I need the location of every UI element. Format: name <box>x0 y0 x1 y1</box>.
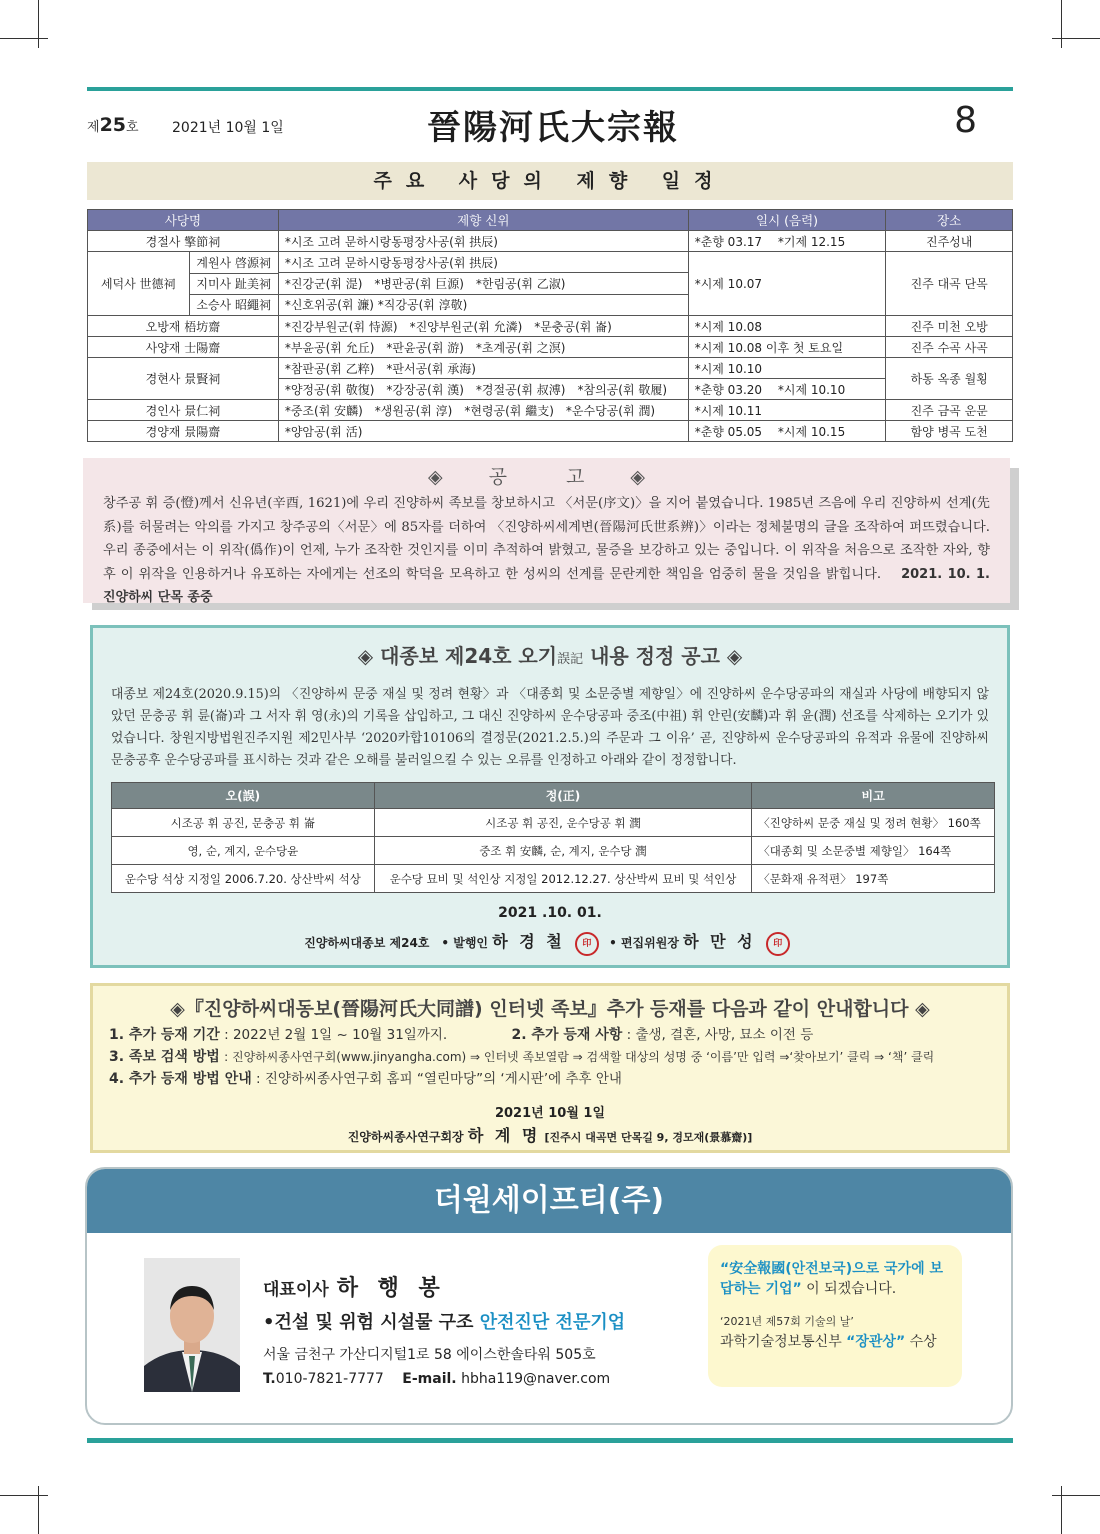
schedule-title: 주요 사당의 제향 일정 <box>87 162 1013 200</box>
enshrined: *신호위공(휘 濂) *직강공(휘 淳敬) <box>278 294 688 315</box>
crop-mark <box>1052 1495 1100 1496</box>
place: 진주 금곡 운문 <box>886 400 1013 421</box>
correction-table <box>111 782 995 893</box>
shrine-name: 세덕사 世德祠 <box>88 252 189 315</box>
enshrined: *시조 고려 문하시랑동평장사공(휘 拱辰) <box>278 231 688 252</box>
table-row <box>88 231 1013 252</box>
column-header: 정(正) <box>374 783 752 809</box>
place: 진주 대곡 단목 <box>886 252 1013 316</box>
column-header: 오(誤) <box>112 783 375 809</box>
sub-shrine-name: 계원사 啓源祠 <box>189 252 278 273</box>
bottom-rule <box>87 1438 1013 1443</box>
publisher-line: 진양하씨대종보 제24호 • 발행인 하 경 철 印 • 편집위원장 하 만 성 印 <box>111 929 989 956</box>
sub-shrine-name: 소승사 昭繩祠 <box>196 298 271 313</box>
ceo-info <box>263 1271 625 1388</box>
genealogy-title: ◈『진양하씨대동보(晉陽河氏大同譜) 인터넷 족보』추가 등재를 다음과 같이 안내합니다 ◈ <box>170 998 930 1020</box>
wrong-cell: 운수당 석상 지정일 2006.7.20. 상산박씨 석상 <box>112 865 375 893</box>
ritual-date: *춘향 03.17 *기제 12.15 <box>688 231 886 252</box>
notice-line: 3. 족보 검색 방법 : 진양하씨종사연구회(www.jinyangha.com) ⇒ 인터넷 족보열람 ⇒ 검색할 대상의 성명 중 ‘이름’만 입력 ⇒‘찾아보기’ 클릭 ⇒ ‘책’ 클릭 <box>109 1049 935 1065</box>
ceo-photo <box>144 1258 240 1392</box>
place: 함양 병곡 도천 <box>886 421 1013 442</box>
ritual-date: *춘향 03.20 *시제 10.10 <box>688 379 886 400</box>
chair-name: 하 계 명 <box>467 1126 541 1145</box>
crop-mark <box>1061 1486 1062 1534</box>
title-hanja: 誤記 <box>557 652 584 667</box>
crop-mark <box>38 0 39 48</box>
paper-name: 晉陽河氏大宗報 <box>427 108 679 148</box>
notice-body <box>103 492 1008 610</box>
enshrined: *부윤공(휘 允丘) *판윤공(휘 游) *초계공(휘 之溟) <box>278 337 688 358</box>
company-ad <box>85 1167 1013 1425</box>
ceo-name: 하 행 봉 <box>336 1276 446 1301</box>
table-header-row <box>112 783 995 809</box>
table-row <box>112 809 995 837</box>
correction-body: 대종보 제24호(2020.9.15)의 〈진양하씨 문중 재실 및 정려 현황〉과 〈대종회 및 소문중별 제향일〉에 진양하씨 운수당공파의 재실과 사당에 배향되지 않았던 문충공 휘 륜(崙)과 그 서자 휘 영(永)의 기록을 삽입하고, 그 대신 진양하씨 운수당공파 중조(中祖) 휘 안린(安麟)과 휘 윤(潤) 선조를 삭제하는 오기가 있었습니다. 창원지방법원진주지원 제2민사부 ‘2020카합10106의 결정문(2021.2.5.)의 주문과 그 이유’ 곧, 진양하씨 운수당공파의 유적과 유물에 진양하씨 문충공후 운수당공파를 표시하는 것과 같은 오해를 불러일으킬 수 있는 오류를 인정하고 아래와 같이 정정합니다. <box>111 687 989 768</box>
seal-stamp: 印 <box>575 932 599 956</box>
note-cell: 〈문화재 유적편〉 197쪽 <box>752 865 995 893</box>
ritual-date: *시제 10.08 <box>688 316 886 337</box>
sub-shrine-name: 지미사 趾美祠 <box>189 273 278 294</box>
column-header: 사당명 <box>88 210 279 231</box>
shrine-name: 경양재 景陽齋 <box>88 421 279 442</box>
place: 하동 옥종 월횡 <box>886 358 1013 400</box>
column-header: 장소 <box>886 210 1013 231</box>
wrong-cell: 시조공 휘 공진, 문충공 휘 崙 <box>112 809 375 837</box>
editor-name: 하 만 성 <box>683 932 756 951</box>
enshrined: *중조(휘 安麟) *생원공(휘 淳) *현령공(휘 繼支) *운수당공(휘 潤) <box>278 400 688 421</box>
note-cell: 〈대종회 및 소문중별 제향일〉 164쪽 <box>752 837 995 865</box>
place: 진주 미천 오방 <box>886 316 1013 337</box>
table-row <box>88 316 1013 337</box>
shrine-name: 오방재 梧坊齋 <box>88 316 279 337</box>
notice-title: ◈ 공 고 ◈ <box>427 466 665 488</box>
enshrined: *시조 고려 문하시랑동평장사공(휘 拱辰) <box>278 252 688 273</box>
schedule-table <box>87 209 1013 442</box>
right-cell: 운수당 묘비 및 석인상 지정일 2012.12.27. 상산박씨 묘비 및 석인상 <box>374 865 752 893</box>
shrine-group <box>88 252 279 316</box>
column-header: 일시 (음력) <box>688 210 886 231</box>
enshrined: *진강부원군(휘 恃源) *진양부원군(휘 允潾) *문충공(휘 崙) <box>278 316 688 337</box>
enshrined: *양암공(휘 活) <box>278 421 688 442</box>
column-header: 비고 <box>752 783 995 809</box>
shrine-name: 사양재 士陽齋 <box>88 337 279 358</box>
table-row <box>88 400 1013 421</box>
ritual-date: *시제 10.07 <box>688 252 886 316</box>
notice-text: 창주공 휘 증(憕)께서 신유년(辛酉, 1621)에 우리 진양하씨 족보를 창보하시고 〈서문(序文)〉을 지어 붙였습니다. 1985년 즈음에 우리 진양하씨 선계(先系)를 허물려는 악의를 가지고 창주공의〈서문〉에 85자를 더하여 〈진양하씨세계변(晉陽河氏世系辨)〉이라는 정체불명의 글을 조작하여 퍼뜨렸습니다. 우리 종중에서는 이 위작(僞作)이 언제, 누가 조작한 것인지를 이미 추적하여 밝혔고, 물증을 보강하고 있는 중입니다. 이 위작을 처음으로 조작한 자와, 향후 이 위작을 인용하거나 유포하는 자에게는 선조의 학덕을 모욕하고 한 성씨의 선계를 문란케한 책임을 엄중히 물을 것임을 밝힙니다. <box>103 496 990 582</box>
note-cell: 〈진양하씨 문중 재실 및 정려 현황〉 160쪽 <box>752 809 995 837</box>
business-line: •건설 및 위험 시설물 구조 안전진단 전문기업 <box>263 1312 626 1333</box>
shrine-name: 경절사 擎節祠 <box>88 231 279 252</box>
correction-notice <box>90 625 1010 968</box>
enshrined: *참판공(휘 乙粹) *판서공(휘 承海) <box>278 358 688 379</box>
column-header: 제향 신위 <box>278 210 688 231</box>
notice-signature: 2021. 10. 1. 진양하씨 단목 종중 <box>103 566 1008 605</box>
publisher-name: 하 경 철 <box>492 932 565 951</box>
crop-mark <box>1061 0 1062 48</box>
award-line: 과학기술정보통신부 “장관상” 수상 <box>720 1334 937 1350</box>
page-number: 8 <box>954 100 977 141</box>
contact-line: T.010-7821-7777 E-mail. hbha119@naver.com <box>263 1371 611 1387</box>
seal-stamp: 印 <box>766 932 790 956</box>
table-row <box>88 358 1013 379</box>
table-header-row <box>88 210 1013 231</box>
table-row <box>88 337 1013 358</box>
place: 진주성내 <box>886 231 1013 252</box>
issue-number: 제25호 <box>87 114 139 136</box>
crop-mark <box>1052 38 1100 39</box>
crop-mark <box>38 1486 39 1534</box>
enshrined: *양정공(휘 敬復) *강장공(휘 漢) *경절공(휘 叔溥) *참의공(휘 敬履) <box>278 379 688 400</box>
motto: “安全報國(안전보국)으로 국가에 보답하는 기업” 이 되겠습니다. <box>720 1261 943 1297</box>
genealogy-signature: 진양하씨종사연구회장 하 계 명 [진주시 대곡면 단목길 9, 경모재(景慕齋)] <box>347 1126 753 1145</box>
public-notice <box>83 458 1010 603</box>
wrong-cell: 영, 순, 계지, 운수당윤 <box>112 837 375 865</box>
notice-line: 1. 추가 등재 기간 : 2022년 2월 1일 ~ 10월 31일까지. 2. 추가 등재 사항 : 출생, 결혼, 사망, 묘소 이전 등 <box>109 1027 814 1043</box>
place: 진주 수곡 사곡 <box>886 337 1013 358</box>
correction-date: 2021 .10. 01. <box>498 905 602 921</box>
shrine-name: 경현사 景賢祠 <box>88 358 279 400</box>
table-row <box>112 865 995 893</box>
table-row <box>88 421 1013 442</box>
table-row <box>88 252 1013 273</box>
notice-line: 4. 추가 등재 방법 안내 : 진양하씨종사연구회 홈피 “열린마당”의 ‘게시판’에 추후 안내 <box>109 1071 622 1087</box>
ceo-line: 대표이사 하 행 봉 <box>263 1276 446 1301</box>
company-address: 서울 금천구 가산디지털1로 58 에이스한솔타워 505호 <box>263 1347 596 1363</box>
ritual-date: *시제 10.11 <box>688 400 886 421</box>
company-name: 더원세이프티(주) <box>87 1169 1011 1233</box>
table-row <box>112 837 995 865</box>
right-cell: 중조 휘 安麟, 순, 계지, 운수당 潤 <box>374 837 752 865</box>
top-rule <box>87 87 1013 91</box>
crop-mark <box>0 1495 48 1496</box>
shrine-name: 경인사 景仁祠 <box>88 400 279 421</box>
correction-title: ◈ 대종보 제24호 오기誤記 내용 정정 공고 ◈ <box>357 644 743 668</box>
genealogy-notice <box>90 983 1010 1153</box>
chair-address: [진주시 대곡면 단목길 9, 경모재(景慕齋)] <box>544 1131 753 1144</box>
ritual-date: *춘향 05.05 *시제 10.15 <box>688 421 886 442</box>
enshrined: *진강군(휘 湜) *병판공(휘 巨源) *한림공(휘 乙淑) <box>278 273 688 294</box>
issue-date: 2021년 10월 1일 <box>172 120 284 136</box>
award-event: ‘2021년 제57회 기술의 날’ <box>720 1315 854 1328</box>
genealogy-date: 2021년 10월 1일 <box>494 1106 606 1121</box>
right-cell: 시조공 휘 공진, 운수당공 휘 潤 <box>374 809 752 837</box>
masthead <box>87 96 1013 151</box>
ritual-date: *시제 10.08 이후 첫 토요일 <box>688 337 886 358</box>
award-badge <box>708 1245 962 1387</box>
crop-mark <box>0 38 48 39</box>
ritual-date: *시제 10.10 <box>688 358 886 379</box>
